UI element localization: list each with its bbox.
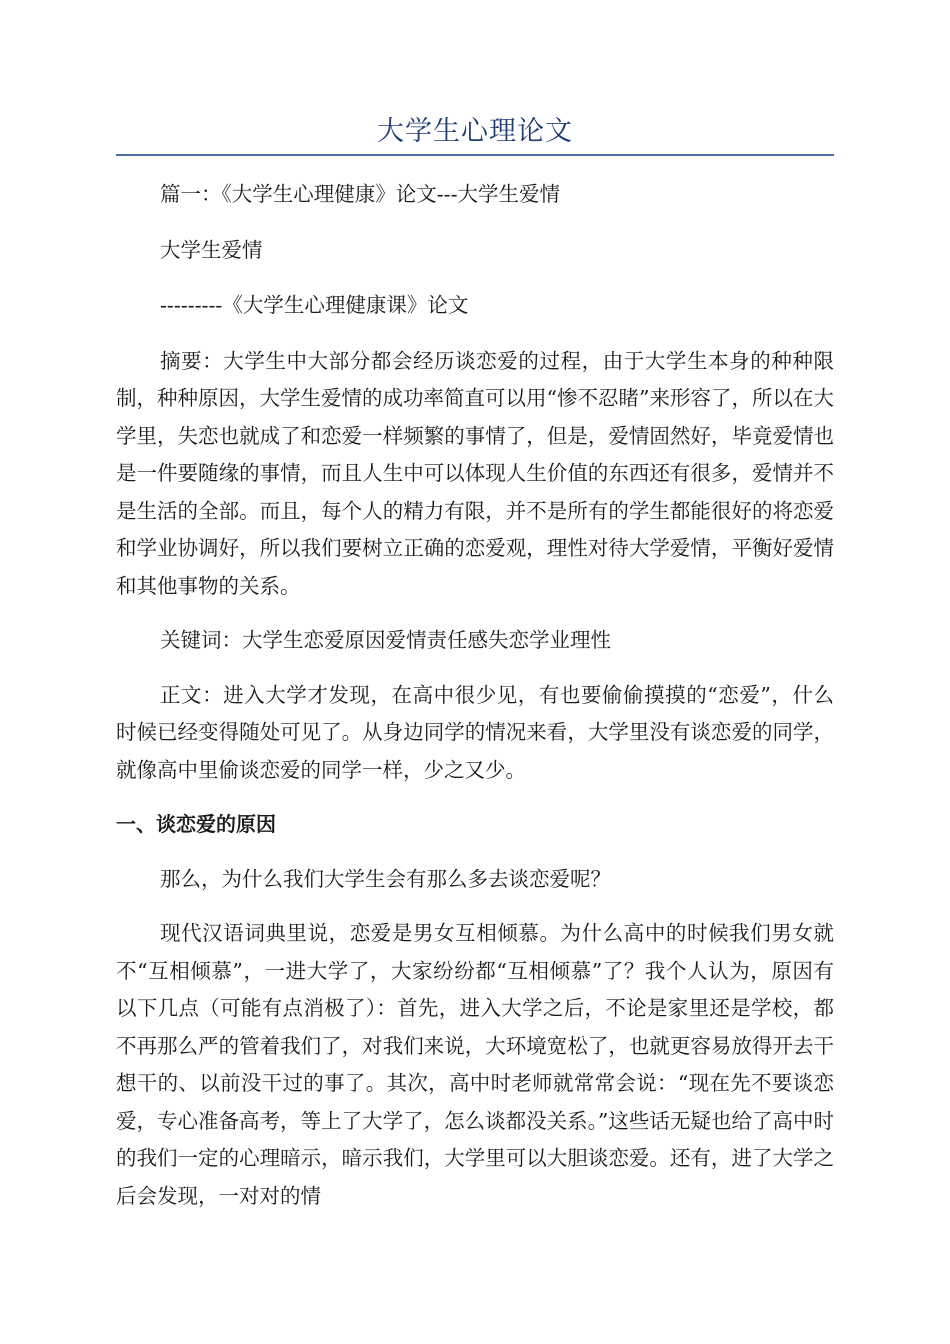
paragraph-body-intro: 正文：进入大学才发现，在高中很少见，有也要偷偷摸摸的“恋爱”，什么时候已经变得随处可见了。从身边同学的情况来看，大学里没有谈恋爱的同学，就像高中里偷谈恋爱的同学一样，少之又少。 [116, 682, 834, 782]
paragraph-subtitle: ---------《大学生心理健康课》论文 [160, 293, 469, 317]
title-underline [116, 154, 834, 156]
section-heading: 一、谈恋爱的原因 [116, 812, 276, 836]
paragraph-question: 那么，为什么我们大学生会有那么多去谈恋爱呢？ [160, 866, 611, 891]
paragraph-series-title: 篇一：《大学生心理健康》论文---大学生爱情 [160, 182, 561, 206]
document-title: 大学生心理论文 [377, 116, 573, 147]
paragraph-reasons: 现代汉语词典里说，恋爱是男女互相倾慕。为什么高中的时候我们男女就不“互相倾慕”，一进大学了，大家纷纷都“互相倾慕”了？我个人认为，原因有以下几点（可能有点消极了）：首先，进入大学之后，不论是家里还是学校，都不再那么严的管着我们了，对我们来说，大环境宽松了，也就更容易放得开去干想干的、以前没干过的事了。其次，高中时老师就常常会说：“现在先不要谈恋爱，专心准备高考，等上了大学了，怎么谈都没关系。”这些话无疑也给了高中时的我们一定的心理暗示，暗示我们，大学里可以大胆谈恋爱。还有，进了大学之后会发现，一对对的情 [116, 921, 834, 1208]
paragraph-keywords: 关键词：大学生恋爱原因爱情责任感失恋学业理性 [160, 628, 611, 652]
document-body [116, 176, 834, 1215]
paragraph-essay-title: 大学生爱情 [160, 237, 263, 262]
paragraph-abstract: 摘要：大学生中大部分都会经历谈恋爱的过程，由于大学生本身的种种限制，种种原因，大学生爱情的成功率简直可以用“惨不忍睹”来形容了，所以在大学里，失恋也就成了和恋爱一样频繁的事情了，但是，爱情固然好，毕竟爱情也是一件要随缘的事情，而且人生中可以体现人生价值的东西还有很多，爱情并不是生活的全部。而且，每个人的精力有限，并不是所有的学生都能很好的将恋爱和学业协调好，所以我们要树立正确的恋爱观，理性对待大学爱情，平衡好爱情和其他事物的关系。 [116, 348, 834, 598]
